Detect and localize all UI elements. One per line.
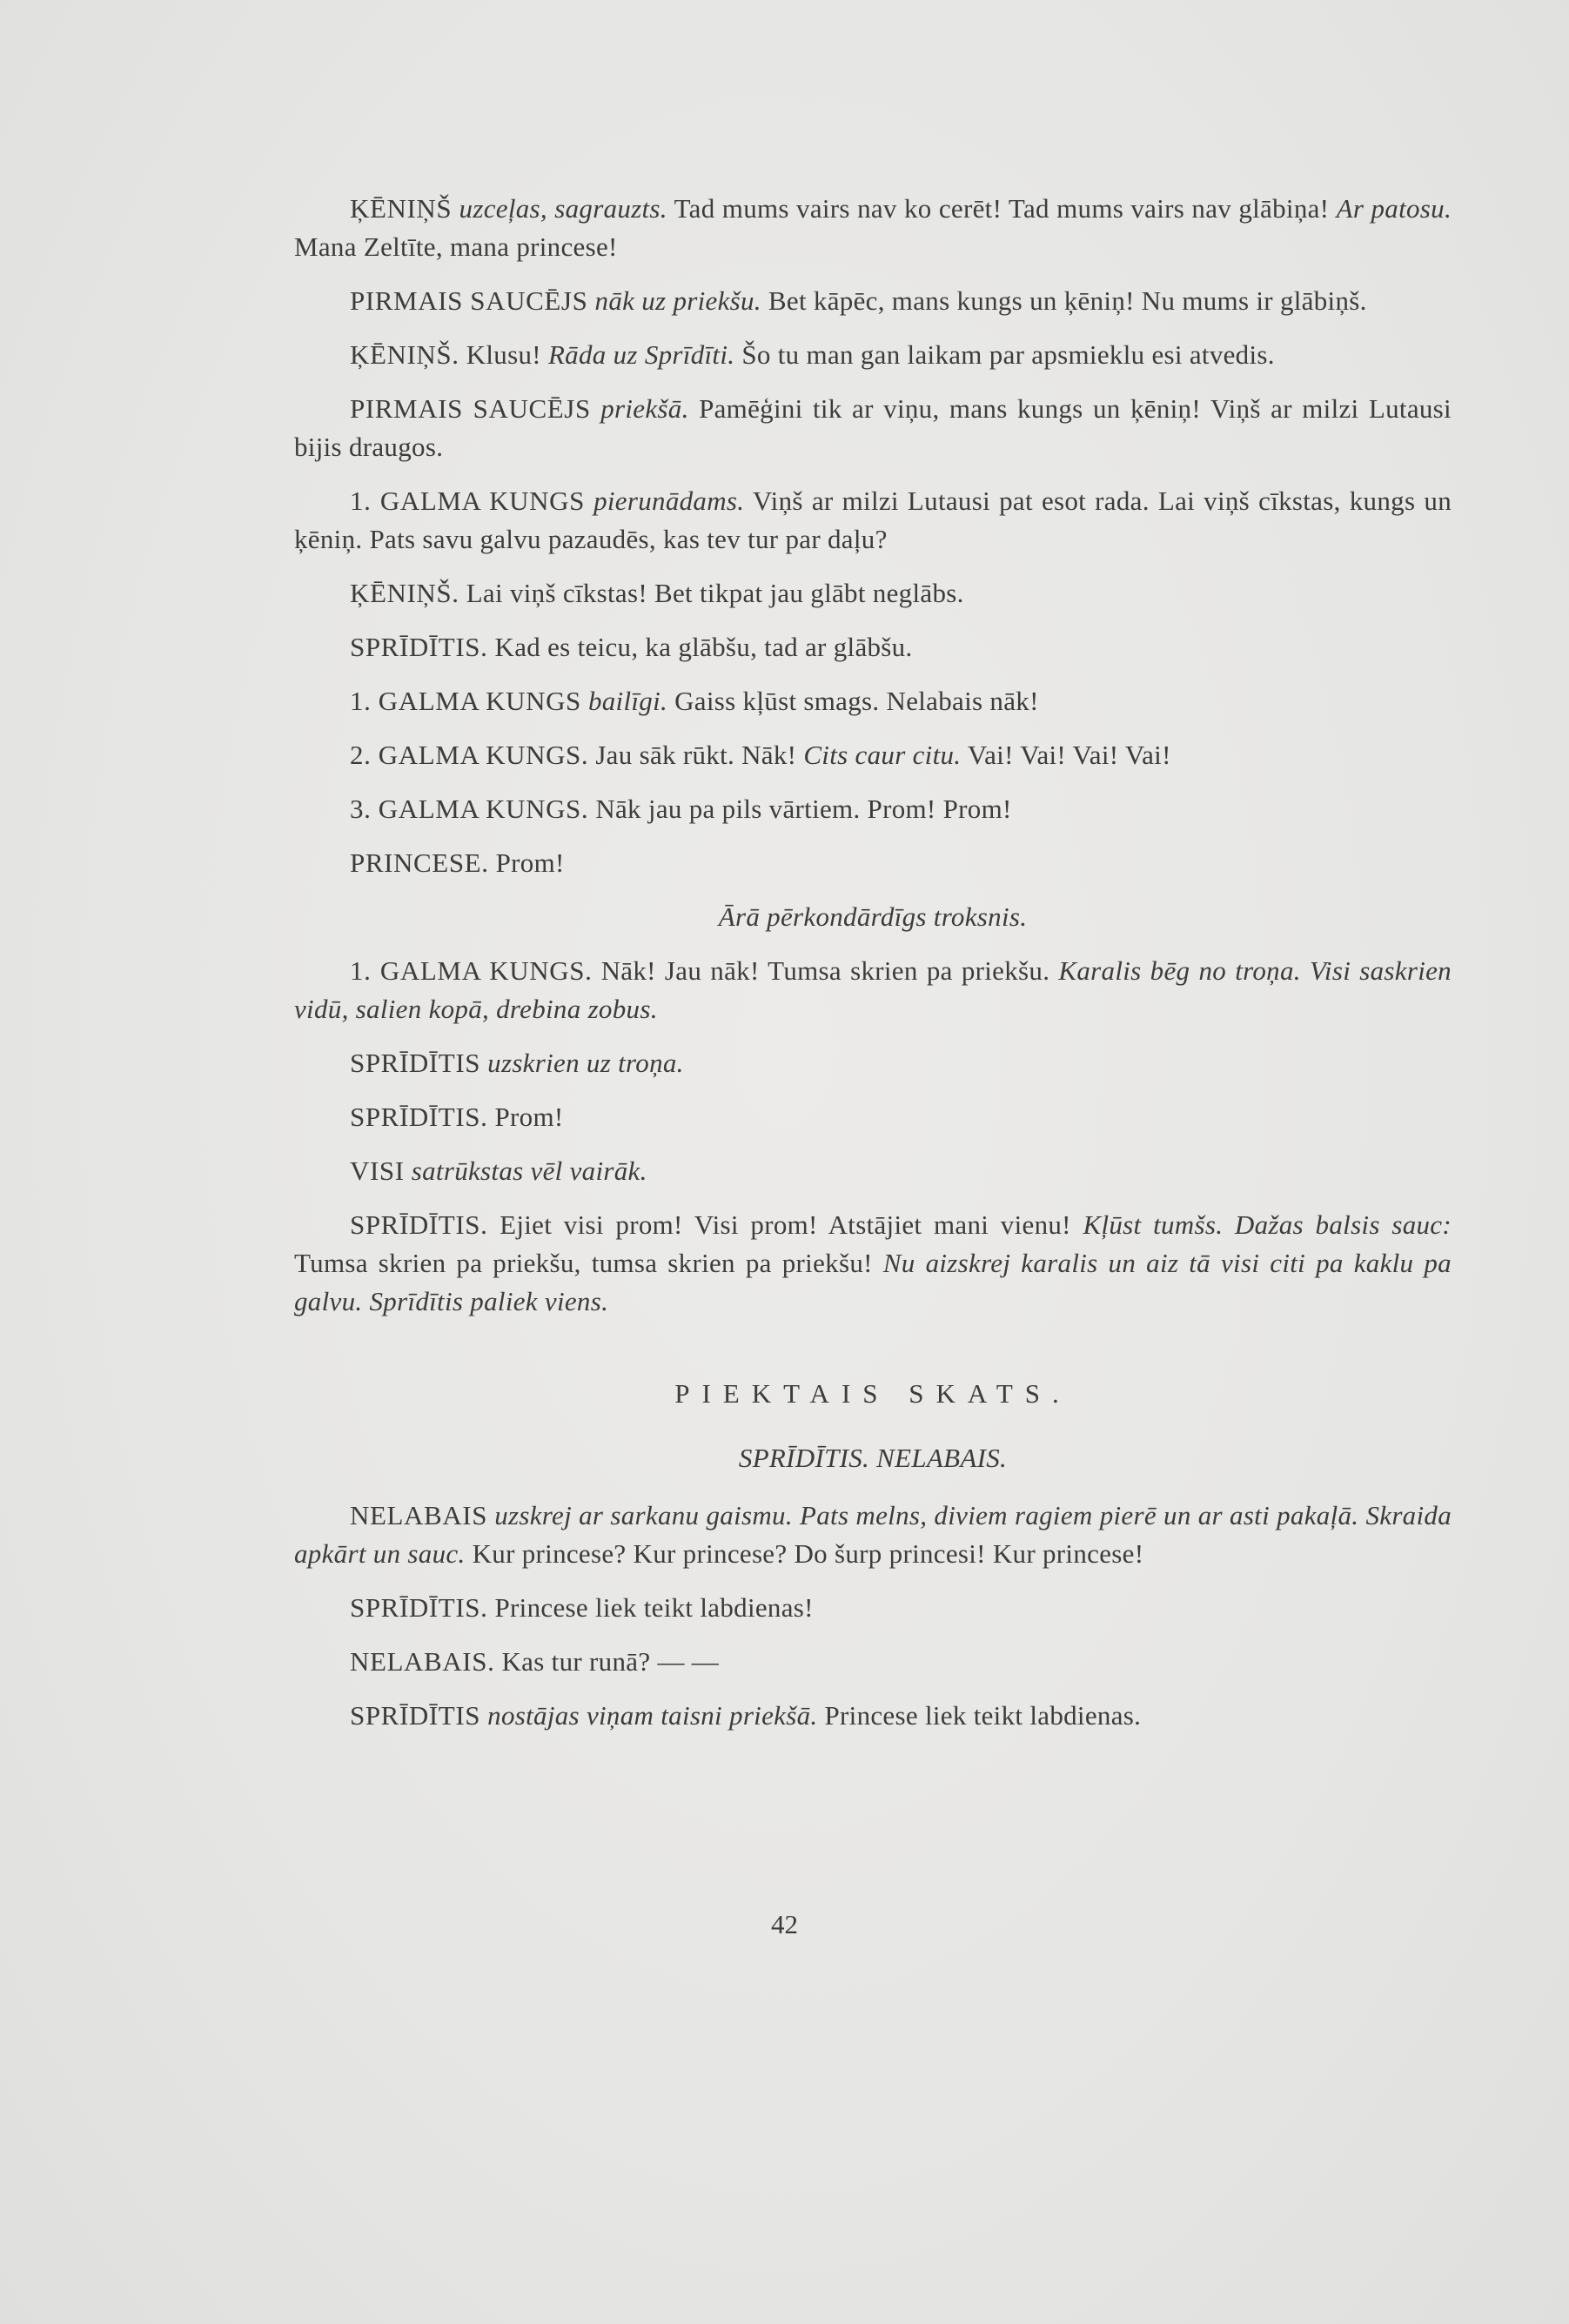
dialogue-line xyxy=(294,282,1452,320)
dialogue-line xyxy=(294,1697,1452,1735)
dialogue-line xyxy=(294,1098,1452,1136)
speaker-name: PIRMAIS SAUCĒJS xyxy=(350,285,588,316)
stage-direction: uzskrien uz troņa. xyxy=(487,1048,684,1078)
speaker-name: SPRĪDĪTIS. xyxy=(350,1209,488,1240)
speaker-name: SPRĪDĪTIS xyxy=(350,1700,481,1731)
speaker-name: PIRMAIS SAUCĒJS xyxy=(350,393,591,424)
stage-direction: priekšā. xyxy=(600,393,689,424)
stage-direction: nostājas viņam taisni priekšā. xyxy=(487,1700,818,1731)
speaker-name: PRINCESE. xyxy=(350,847,489,878)
dialogue-text: Princese liek teikt labdienas! xyxy=(494,1592,814,1623)
speaker-name: 1. GALMA KUNGS xyxy=(350,486,585,516)
dialogue-line xyxy=(294,1589,1452,1627)
dialogue-text: Nāk! Jau nāk! Tumsa skrien pa priekšu. xyxy=(600,955,1050,986)
stage-direction: Ar patosu. xyxy=(1336,193,1452,224)
speaker-name: SPRĪDĪTIS. xyxy=(350,1102,488,1132)
speaker-name: ĶĒNIŅŠ. xyxy=(350,578,459,608)
dialogue-text: Lai viņš cīkstas! Bet tikpat jau glābt neglābs. xyxy=(466,578,964,608)
speaker-name: 1. GALMA KUNGS. xyxy=(350,955,593,986)
dialogue-text: Pamēģini tik ar viņu, mans kungs un ķēniņ! Viņš ar milzi Lutausi bijis draugos. xyxy=(294,393,1452,462)
dialogue-line xyxy=(294,336,1452,374)
dialogue-line xyxy=(294,1206,1452,1321)
speaker-name: SPRĪDĪTIS xyxy=(350,1048,481,1078)
stage-direction: Karalis bēg no troņa. Visi saskrien vidū, salien kopā, drebina zobus. xyxy=(294,955,1452,1024)
stage-direction: uzceļas, sagrauzts. xyxy=(459,193,667,224)
page-number: 42 xyxy=(771,1909,798,1939)
dialogue-line xyxy=(294,574,1452,613)
dialogue-line xyxy=(294,844,1452,882)
speaker-name: NELABAIS xyxy=(350,1500,488,1530)
dialogue-line xyxy=(294,1643,1452,1681)
dialogue-text: Princese liek teikt labdienas. xyxy=(824,1700,1142,1731)
dialogue-text: Jau sāk rūkt. Nāk! xyxy=(595,740,797,770)
play-text xyxy=(294,190,1452,1751)
dialogue-text: Prom! xyxy=(495,847,565,878)
stage-direction: Rāda uz Sprīdīti. xyxy=(547,339,735,370)
dialogue-line xyxy=(294,1497,1452,1573)
speaker-name: ĶĒNIŅŠ xyxy=(350,193,453,224)
dialogue-text: Mana Zeltīte, mana princese! xyxy=(294,231,618,262)
dialogue-line xyxy=(294,390,1452,466)
stage-direction: Kļūst tumšs. Dažas balsis sauc: xyxy=(1083,1209,1452,1240)
dialogue-line xyxy=(294,1044,1452,1082)
stage-direction: pierunādams. xyxy=(593,486,745,516)
dialogue-text: Klusu! xyxy=(466,339,541,370)
dialogue-text: Kas tur runā? — — xyxy=(501,1646,720,1677)
dialogue-line xyxy=(294,736,1452,774)
stage-direction: uzskrej ar sarkanu gaismu. Pats melns, diviem ragiem pierē un ar asti pakaļā. Skraida apkārt un sauc. xyxy=(294,1500,1452,1569)
dialogue-text: Kur princese? Kur princese? Do šurp princesi! Kur princese! xyxy=(472,1538,1144,1569)
dialogue-text: Bet kāpēc, mans kungs un ķēniņ! Nu mums ir glābiņš. xyxy=(768,285,1367,316)
speaker-name: VISI xyxy=(350,1155,405,1186)
dialogue-line xyxy=(294,482,1452,559)
stage-direction: nāk uz priekšu. xyxy=(594,285,761,316)
speaker-name: 3. GALMA KUNGS. xyxy=(350,794,589,824)
dialogue-text: Gaiss kļūst smags. Nelabais nāk! xyxy=(674,686,1039,716)
dialogue-line xyxy=(294,1152,1452,1190)
dialogue-text: Kad es teicu, ka glābšu, tad ar glābšu. xyxy=(494,632,913,662)
centered-stage-direction: Ārā pērkondārdīgs troksnis. xyxy=(718,901,1028,932)
dialogue-text: Prom! xyxy=(494,1102,564,1132)
dialogue-text: Šo tu man gan laikam par apsmieklu esi atvedis. xyxy=(741,339,1275,370)
speaker-name: NELABAIS. xyxy=(350,1646,495,1677)
speaker-name: ĶĒNIŅŠ. xyxy=(350,339,459,370)
dialogue-line xyxy=(294,790,1452,828)
dialogue-line xyxy=(294,952,1452,1028)
dialogue-line xyxy=(294,628,1452,666)
dialogue-line xyxy=(294,682,1452,720)
dialogue-text: Nāk jau pa pils vārtiem. Prom! Prom! xyxy=(595,794,1012,824)
dialogue-text: Vai! Vai! Vai! Vai! xyxy=(967,740,1171,770)
dialogue-text: Tumsa skrien pa priekšu, tumsa skrien pa priekšu! xyxy=(294,1248,873,1278)
dialogue-text: Viņš ar milzi Lutausi pat esot rada. Lai viņš cīkstas, kungs un ķēniņ. Pats savu galvu pazaudēs, kas tev tur par daļu? xyxy=(294,486,1452,554)
speaker-name: 1. GALMA KUNGS xyxy=(350,686,581,716)
stage-direction: satrūkstas vēl vairāk. xyxy=(411,1155,647,1186)
speaker-name: SPRĪDĪTIS. xyxy=(350,632,488,662)
stage-direction: Nu aizskrej karalis un aiz tā visi citi pa kaklu pa galvu. Sprīdītis paliek viens. xyxy=(294,1248,1452,1316)
dialogue-text: Tad mums vairs nav ko cerēt! Tad mums vairs nav glābiņa! xyxy=(674,193,1330,224)
stage-direction: bailīgi. xyxy=(587,686,668,716)
speaker-name: SPRĪDĪTIS. xyxy=(350,1592,488,1623)
speaker-name: 2. GALMA KUNGS. xyxy=(350,740,589,770)
dialogue-line xyxy=(294,190,1452,266)
scene-title: PIEKTAIS SKATS. xyxy=(674,1378,1071,1409)
stage-direction: Cits caur citu. xyxy=(803,740,962,770)
scene-characters: SPRĪDĪTIS. NELABAIS. xyxy=(738,1443,1008,1473)
dialogue-text: Ejiet visi prom! Visi prom! Atstājiet mani vienu! xyxy=(500,1209,1071,1240)
